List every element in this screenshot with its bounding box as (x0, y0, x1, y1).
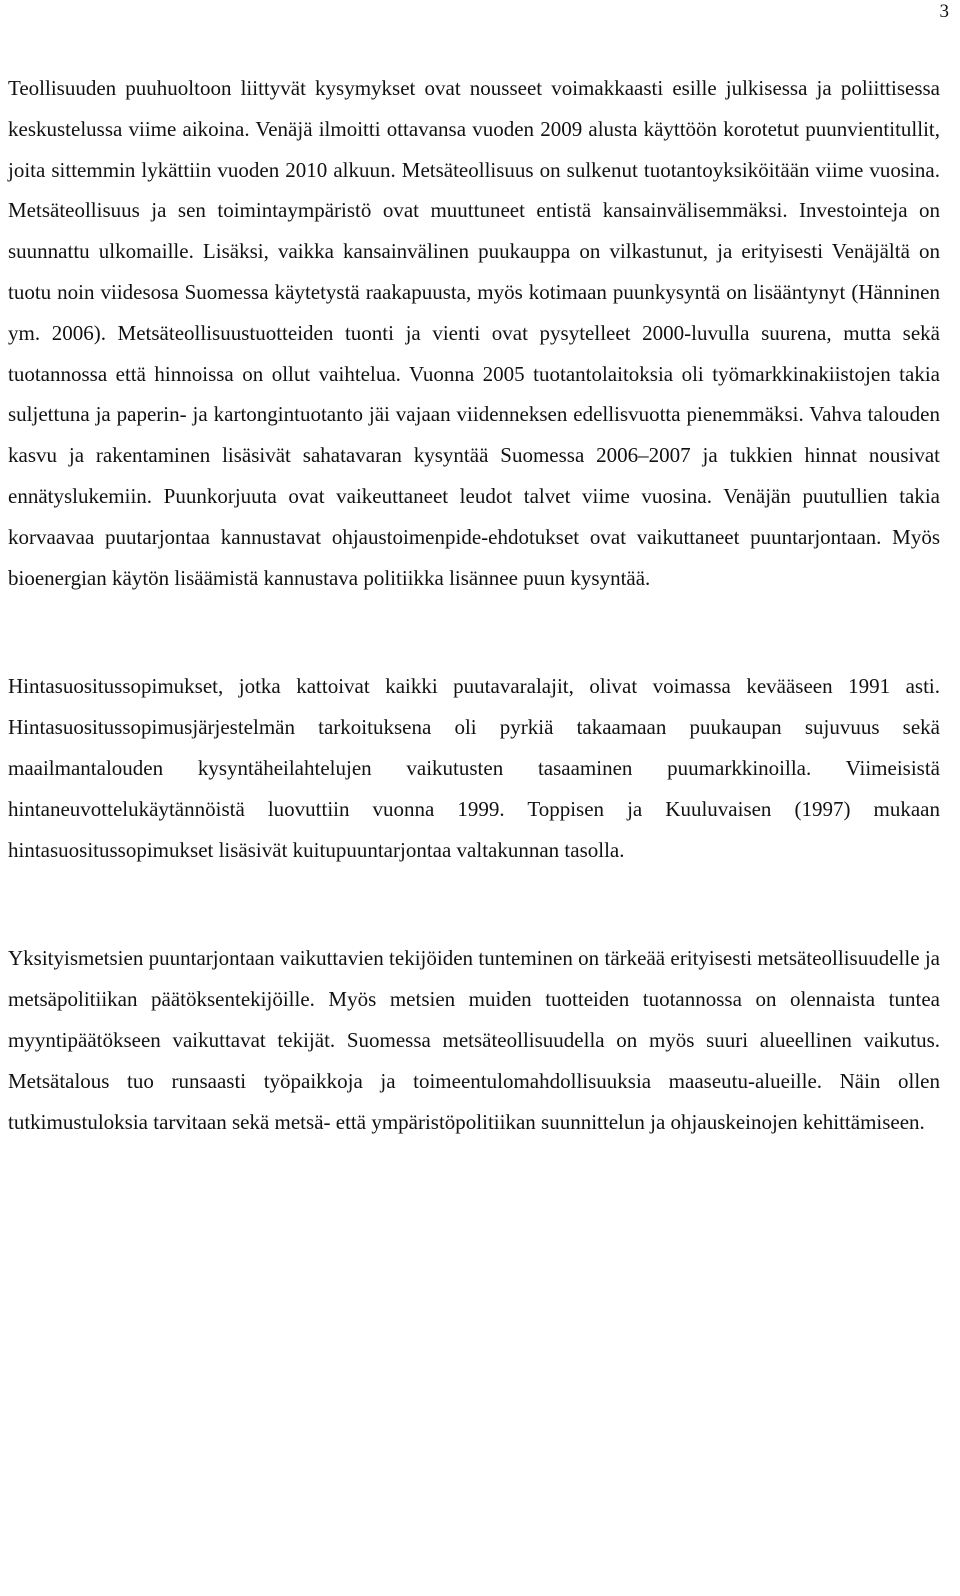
page-number: 3 (939, 1, 949, 22)
paragraph-price-recommendation-agreements: Hintasuositussopimukset, jotka kattoivat kaikki puutavaralajit, olivat voimassa kevääseen 1991 asti. Hintasuositussopimusjärjestelmän tarkoituksena oli pyrkiä takaamaan puukaupan sujuvuus sekä maailmantalouden kysyntäheilahtelujen vaikutusten tasaaminen puumarkkinoilla. Viimeisistä hintaneuvottelukäytännöistä luovuttiin vuonna 1999. Toppisen ja Kuuluvaisen (1997) mukaan hintasuositussopimukset lisäsivät kuitupuuntarjontaa valtakunnan tasolla. (8, 674, 940, 862)
paragraph-wood-supply-issues: Teollisuuden puuhuoltoon liittyvät kysymykset ovat nousseet voimakkaasti esille julkisessa ja poliittisessa keskustelussa viime aikoina. Venäjä ilmoitti ottavansa vuoden 2009 alusta käyttöön korotetut puunvientitullit, joita sittemmin lykättiin vuoden 2010 alkuun. Metsäteollisuus on sulkenut tuotantoyksiköitään viime vuosina. Metsäteollisuus ja sen toimintaympäristö ovat muuttuneet entistä kansainvälisemmäksi. Investointeja on suunnattu ulkomaille. Lisäksi, vaikka kansainvälinen puukauppa on vilkastunut, ja erityisesti Venäjältä on tuotu noin viidesosa Suomessa käytetystä raakapuusta, myös kotimaan puunkysyntä on lisääntynyt (Hänninen ym. 2006). Metsäteollisuustuotteiden tuonti ja vienti ovat pysytelleet 2000-luvulla suurena, mutta sekä tuotannossa että hinnoissa on ollut vaihtelua. Vuonna 2005 tuotantolaitoksia oli työmarkkinakiistojen takia suljettuna ja paperin- ja kartongintuotanto jäi vajaan viidenneksen edellisvuotta pienemmäksi. Vahva talouden kasvu ja rakentaminen lisäsivät sahatavaran kysyntää Suomessa 2006–2007 ja tukkien hinnat nousivat ennätyslukemiin. Puunkorjuuta ovat vaikeuttaneet leudot talvet viime vuosina. Venäjän puutullien takia korvaavaa puutarjontaa kannustavat ohjaustoimenpide-ehdotukset ovat vaikuttaneet puuntarjontaan. Myös bioenergian käytön lisäämistä kannustava politiikka lisännee puun kysyntää. (8, 76, 940, 590)
body-text (8, 68, 940, 1142)
paragraph-private-forest-supply-factors: Yksityismetsien puuntarjontaan vaikuttavien tekijöiden tunteminen on tärkeää erityisesti metsäteollisuudelle ja metsäpolitiikan päätöksentekijöille. Myös metsien muiden tuotteiden tuotannossa on olennaista tuntea myyntipäätökseen vaikuttavat tekijät. Suomessa metsäteollisuudella on myös suuri alueellinen vaikutus. Metsätalous tuo runsaasti työpaikkoja ja toimeentulomahdollisuuksia maaseutu-alueille. Näin ollen tutkimustuloksia tarvitaan sekä metsä- että ympäristöpolitiikan suunnittelun ja ohjauskeinojen kehittämiseen. (8, 946, 940, 1134)
